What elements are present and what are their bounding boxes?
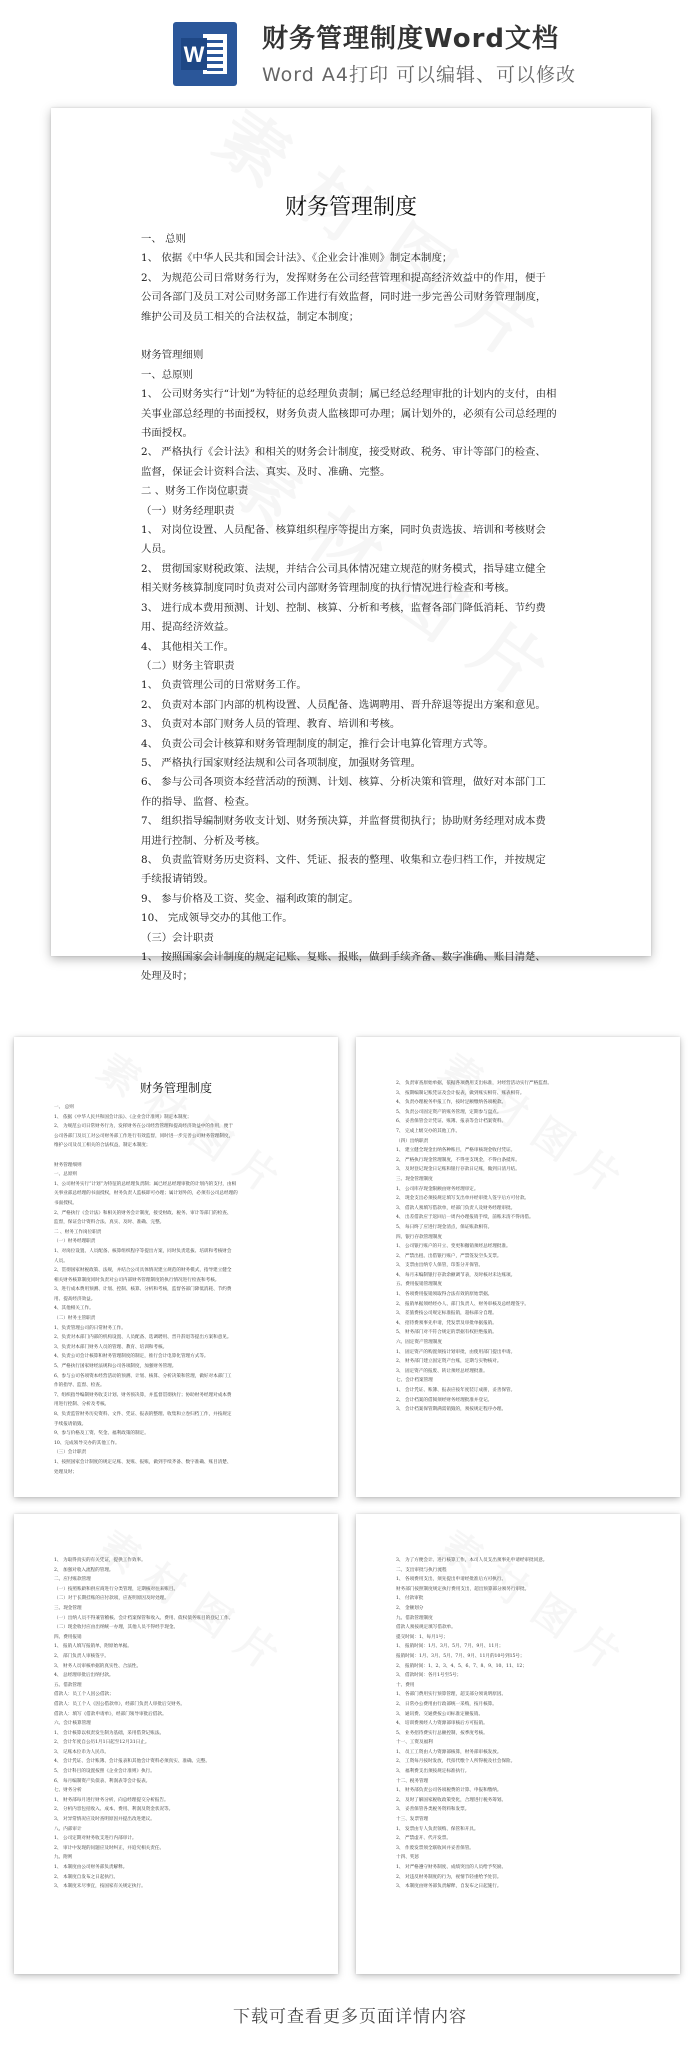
page-thumbnail-2[interactable] bbox=[356, 1037, 680, 1497]
thumbnail-line: 二、应付账款管理 bbox=[54, 1577, 91, 1583]
document-line: 公司各部门及员工对公司财务部工作进行有效监督，同时进一步完善公司财务管理制度， bbox=[141, 291, 547, 304]
thumbnail-line: 3、负责对本部门财务人员的管理、教育、培训和考核。 bbox=[54, 1344, 168, 1350]
page-thumbnail-3[interactable] bbox=[14, 1514, 338, 1974]
svg-text:W: W bbox=[183, 42, 205, 67]
thumbnail-line: 2、 金额划分 bbox=[396, 1605, 424, 1611]
thumbnail-line: 2、 报销单据须经经办人、部门负责人、财务审核及总经理签字。 bbox=[396, 1301, 530, 1307]
thumbnail-line: 7、组织指导编制财务收支计划、财务预决算，并监督贯彻执行；协助财务经理对成本费 bbox=[54, 1392, 232, 1398]
thumbnail-line: （一）出纳人员不得兼管稽核、会计档案保管和收入、费用、债权债务账目的登记工作。 bbox=[54, 1615, 234, 1621]
thumbnail-line: 1、 财务部负责公司各项税费的计算、申报和缴纳。 bbox=[396, 1788, 502, 1794]
document-line: 4、 其他相关工作。 bbox=[141, 640, 235, 653]
thumbnail-line: 2、 负责审查原始单据，依据各项费用支出标准，对经营活动实行严格监督。 bbox=[396, 1081, 552, 1086]
thumbnail-line: 1、按照国家会计制度的规定记账、复账、报账，做到手续齐备、数字准确、账目清楚、 bbox=[54, 1459, 232, 1465]
document-line: 人员。 bbox=[141, 543, 173, 556]
thumbnail-line: 1、 各项费用报销须取得合法有效的原始票据。 bbox=[396, 1292, 493, 1298]
thumbnail-line: 2、 审计中发现的问题应及时纠正，并追究相关责任。 bbox=[54, 1845, 165, 1851]
thumbnail-line: （二）现金收付应由出纳统一办理，其他人员不得经手现金。 bbox=[54, 1625, 179, 1631]
document-line: 二 、财务工作岗位职责 bbox=[141, 485, 249, 498]
thumbnail-line: 4、 负责办理税务申报工作，按时足额缴纳各项税款。 bbox=[396, 1100, 507, 1106]
document-line: 6、 参与公司各项资本经营活动的预测、计划、核算、分析决策和管理，做好对本部门工 bbox=[141, 776, 546, 789]
download-more-link[interactable]: 下载可查看更多页面详情内容 bbox=[233, 2007, 467, 2027]
thumbnail-line: 3、 为了方便会计、进行核算工作，本司人员支出须事先申请经审批同意。 bbox=[396, 1558, 548, 1563]
thumbnail-line: 3、 作废发票须全联收回并妥善保管。 bbox=[396, 1845, 474, 1851]
thumbnail-line: 3、 支票由出纳专人保管，印鉴分开保管。 bbox=[396, 1263, 484, 1269]
page-thumbnail-1[interactable] bbox=[14, 1037, 338, 1497]
thumbnail-line: （三）会计职责 bbox=[54, 1450, 87, 1456]
thumbnail-line: 2、 严禁出租、出借银行账户，严禁签发空头支票。 bbox=[396, 1253, 502, 1259]
thumbnail-body bbox=[54, 1103, 300, 1477]
thumbnail-line bbox=[54, 1151, 300, 1161]
thumbnail-line: （四）出纳职责 bbox=[396, 1138, 429, 1144]
thumbnail-line: 1、 报销人填写报销单，附原始单据。 bbox=[54, 1644, 132, 1650]
thumbnail-line: 4、负责公司会计核算和财务管理制度的制定，推行会计电算化管理方式等。 bbox=[54, 1354, 209, 1360]
header bbox=[0, 0, 700, 92]
thumbnail-line: 2、负责对本部门内部的机构设置、人员配备、选调聘用、晋升辞退等提出方案和意见。 bbox=[54, 1335, 232, 1341]
thumbnail-line: 7、 完成上级交办的其他工作。 bbox=[396, 1128, 461, 1134]
thumbnail-line: 三、现金管理 bbox=[54, 1605, 82, 1611]
word-document-icon bbox=[173, 22, 237, 86]
thumbnail-line: 3、 记账本位币为人民币。 bbox=[54, 1749, 109, 1755]
thumbnail-line: 1、 各部门费用实行预算管理，超支部分须说明原因。 bbox=[396, 1692, 507, 1698]
thumbnail-line: 九、借款管理制度 bbox=[396, 1615, 433, 1621]
thumbnail-line: 九、附则 bbox=[54, 1855, 73, 1861]
thumbnail-line: 4、 会计凭证、会计账簿、会计报表和其他会计资料必须真实、准确、完整。 bbox=[54, 1759, 210, 1765]
document-line: 监督，保证会计资料合法、真实、及时、准确、完整。 bbox=[141, 465, 391, 478]
thumbnail-line: 3、进行成本费用预测、计划、控制、核算、分析和考核，监督各部门降低消耗、节约费 bbox=[54, 1287, 232, 1293]
thumbnail-line: 财务部门按照制度规定执行费用支出，超出预算部分须另行审批。 bbox=[396, 1586, 530, 1592]
document-line: 3、 进行成本费用预测、计划、控制、核算、分析和考核，监督各部门降低消耗、节约费 bbox=[141, 601, 546, 614]
thumbnail-line: 三、现金管理制度 bbox=[396, 1176, 433, 1182]
document-line: 9、 参与价格及工资、奖金、福利政策的制定。 bbox=[141, 892, 359, 905]
thumbnail-line: 人员。 bbox=[54, 1258, 68, 1264]
thumbnail-line: 用、提高经济效益。 bbox=[54, 1296, 96, 1302]
thumbnail-line: （二）财务主管职责 bbox=[54, 1316, 96, 1322]
thumbnail-line: 2、 现金支出必须按规定填写支出单并经审批人签字后方可付款。 bbox=[396, 1196, 530, 1202]
thumbnail-line: 3、 对异常情况应及时查明原因并提出改进建议。 bbox=[54, 1817, 155, 1823]
thumbnail-line: 借款人：员工个人《因公借款单》，经部门负责人审批后交财务。 bbox=[54, 1701, 185, 1707]
thumbnail-line: 3、 按期编制记账凭证及会计报表，做到账实相符、账表相符。 bbox=[396, 1090, 525, 1096]
document-line: 1、 按照国家会计制度的规定记账、复账、报账，做到手续齐备、数字准确、账目清楚、 bbox=[141, 951, 546, 964]
document-line: 相关财务核算制度同时负责对公司内部财务管理制度的执行情况进行检查和考核。 bbox=[141, 582, 516, 595]
thumbnail-line: 十一、工资及福利 bbox=[396, 1740, 433, 1746]
thumbnail-line: 5、严格执行国家财经法规和公司各项制度，加强财务管理。 bbox=[54, 1364, 177, 1370]
document-title: 财务管理制度 bbox=[284, 195, 417, 220]
document-line: 作的指导、监督、检查。 bbox=[141, 795, 256, 808]
thumbnail-line: 十三、发票管理 bbox=[396, 1817, 429, 1823]
document-line: 2、 贯彻国家财税政策、法规，并结合公司具体情况建立规范的财务模式，指导建立健全 bbox=[141, 562, 546, 575]
thumbnail-line: 2、 严格执行现金管理制度，不得坐支现金，不得白条抵库。 bbox=[396, 1157, 520, 1163]
thumbnail-line: 1、对岗位设置、人员配备、核算组织程序等提出方案，同时负责选拔、培训和考核财会 bbox=[54, 1248, 232, 1254]
thumbnail-line: 1、 发票由专人负责领购、保管和开具。 bbox=[396, 1826, 479, 1832]
thumbnail-line: 2、 本制度自发布之日起执行。 bbox=[54, 1874, 119, 1880]
thumbnail-line: 2、 及时了解国家税收政策变化，合理进行税务筹划。 bbox=[396, 1797, 507, 1803]
document-line: 维护公司及员工相关的合法权益，制定本制度； bbox=[141, 310, 360, 323]
thumbnail-line: 处理及时； bbox=[54, 1469, 77, 1475]
thumbnail-line: 6、 每月编制资产负债表、利润表等会计报表。 bbox=[54, 1778, 151, 1784]
thumbnail-body bbox=[396, 1556, 642, 1892]
thumbnail-line: 七、会计档案管理 bbox=[396, 1378, 433, 1384]
thumbnail-line: 六、固定资产管理制度 bbox=[396, 1340, 442, 1346]
document-line: 10、 完成领导交办的其他工作。 bbox=[141, 912, 293, 925]
document-line: 2、 严格执行《会计法》和相关的财务会计制度，接受财政、税务、审计等部门的检查、 bbox=[141, 446, 546, 459]
thumbnail-line: 2、严格执行《会计法》和相关的财务会计制度，接受财政、税务、审计等部门的检查、 bbox=[54, 1210, 232, 1216]
thumbnail-line: 六、会计核算管理 bbox=[54, 1721, 91, 1727]
thumbnail-line: 2、 日常办公费用由行政部统一采购，按月核算。 bbox=[396, 1701, 497, 1707]
thumbnail-line: 1、 依据《中华人民共和国会计法》、《企业会计准则》制定本制度； bbox=[54, 1114, 192, 1120]
thumbnail-line: 四、银行存款管理制度 bbox=[396, 1234, 442, 1240]
thumbnail-line: 二 、财务工作岗位职责 bbox=[54, 1229, 102, 1235]
thumbnail-line: 3、 及时登记现金日记账和银行存款日记账，做到日清月结。 bbox=[396, 1167, 520, 1173]
thumbnail-line: 作的指导、监督、检查。 bbox=[54, 1383, 105, 1389]
document-line: （二）财务主管职责 bbox=[141, 659, 235, 672]
document-line: 2、 为规范公司日常财务行为，发挥财务在公司经营管理和提高经济效益中的作用，便于 bbox=[141, 271, 546, 284]
thumbnail-line: 七、财务分析 bbox=[54, 1788, 82, 1794]
thumbnail-line: 2、 对违反财务制度的行为，视情节轻重给予处罚。 bbox=[396, 1874, 502, 1880]
thumbnail-line: 相关财务核算制度同时负责对公司内部财务管理制度的执行情况进行检查和考核。 bbox=[54, 1277, 220, 1283]
thumbnail-line: 1、 公司库存现金限额由财务经理审定。 bbox=[396, 1186, 479, 1192]
thumbnail-line: 十、费用 bbox=[396, 1682, 415, 1688]
document-line: 3、 负责对本部门财务人员的管理、教育、培训和考核。 bbox=[141, 718, 401, 731]
thumbnail-line: 1、 财务部每月进行财务分析，向总经理提交分析报告。 bbox=[54, 1797, 169, 1803]
document-line: 4、 负责公司会计核算和财务管理制度的制定，推行会计电算化管理方式等。 bbox=[141, 737, 494, 750]
thumbnail-line: 1、 员工工资由人力资源部核算，财务部审核发放。 bbox=[396, 1749, 502, 1755]
document-line: 2、 负责对本部门内部的机构设置、人员配备、选调聘用、晋升辞退等提出方案和意见。 bbox=[141, 698, 546, 711]
thumbnail-line: 5、 负责公司固定资产的账务管理，定期参与盘点。 bbox=[396, 1109, 502, 1115]
document-line: 1、 依据《中华人民共和国会计法》、《企业会计准则》制定本制度； bbox=[141, 252, 453, 265]
thumbnail-line: 1、 公司定期对财务收支进行内部审计。 bbox=[54, 1836, 137, 1842]
document-line: （一）财务经理职责 bbox=[141, 504, 235, 517]
document-line: 7、 组织指导编制财务收支计划、财务预决算，并监督贯彻执行；协助财务经理对成本费 bbox=[141, 815, 546, 828]
thumbnail-body bbox=[396, 1079, 642, 1415]
thumbnail-line: 1、 建立健全现金出纳各种账目，严格审核现金收付凭证。 bbox=[396, 1148, 516, 1154]
thumbnail-line: 3、 借款人须填写借款单，经部门负责人及财务经理审批。 bbox=[396, 1205, 516, 1211]
thumbnail-line: 一、总原则 bbox=[54, 1172, 77, 1178]
thumbnail-line: 五、费用报销管理制度 bbox=[396, 1282, 442, 1288]
thumbnail-line: 2、 报销时间：1、2、3、4、5、6、7、8、9、10、11、12； bbox=[396, 1663, 527, 1669]
thumbnail-line: 3、 固定资产的报废、转让须经总经理批准。 bbox=[396, 1368, 488, 1374]
thumbnail-line: 2、 财务部门建立固定资产台账，定期与实物核对。 bbox=[396, 1359, 502, 1365]
thumbnail-line: 4、 总经理审批后出纳付款。 bbox=[54, 1673, 114, 1679]
thumbnail-line: 用进行控制、分析及考核。 bbox=[54, 1402, 110, 1408]
thumbnail-line: 借款人：填写《借款申请单》，经部门领导审批后借款。 bbox=[54, 1711, 167, 1717]
document-line: 1、 负责管理公司的日常财务工作。 bbox=[141, 679, 307, 692]
thumbnail-line: 4、 每月末编制银行存款余额调节表，及时核对未达账项。 bbox=[396, 1272, 516, 1278]
thumbnail-line: 5、 业务招待费实行总额控制，按季度考核。 bbox=[396, 1730, 488, 1736]
thumbnail-line: 公司各部门及员工对公司财务部工作进行有效监督，同时进一步完善公司财务管理制度， bbox=[54, 1133, 234, 1139]
thumbnail-line: 维护公司及员工相关的合法权益，制定本制度； bbox=[54, 1143, 151, 1149]
thumbnail-line: 3、 借款时间：各月1号至5号； bbox=[396, 1673, 462, 1679]
thumbnail-line: 1、 会计核算以权责发生制为基础，采用借贷记账法。 bbox=[54, 1730, 165, 1736]
thumbnail-line: 4、其他相关工作。 bbox=[54, 1306, 94, 1312]
thumbnail-line: 9、参与价格及工资、奖金、福利政策的制定。 bbox=[54, 1431, 149, 1437]
document-line: 用进行控制、分析及考核。 bbox=[141, 834, 266, 847]
thumbnail-line: 10、完成领导交办的其他工作。 bbox=[54, 1440, 120, 1446]
document-line: 1、 对岗位设置、人员配备、核算组织程序等提出方案，同时负责选拔、培训和考核财会 bbox=[141, 524, 546, 537]
thumbnail-line: 书面授权。 bbox=[54, 1200, 77, 1206]
thumbnail-line: 1、 报销时间：1月、3月、5月、7月、9月、11月； bbox=[396, 1644, 504, 1650]
thumbnail-line: 8、负责监管财务历史资料、文件、凭证、报表的整理、收集和立卷归档工作，并按规定 bbox=[54, 1412, 232, 1417]
thumbnail-line: 5、 每日终了应进行现金清点，保证账款相符。 bbox=[396, 1224, 493, 1230]
thumbnail-line: 一、 总则 bbox=[54, 1105, 74, 1110]
thumbnail-line: 1、 付款审批 bbox=[396, 1596, 424, 1602]
thumbnail-line: 4、 出差借款应于返回后一周内办理报销手续，前账未清不得再借。 bbox=[396, 1215, 534, 1221]
thumbnail-line: 2、 工资每月按时发放，代扣代缴个人所得税及社会保险。 bbox=[396, 1759, 516, 1765]
thumbnail-line: 2、 会计年度自公历1月1日起至12月31日止。 bbox=[54, 1740, 150, 1746]
document-line: 处理及时； bbox=[141, 970, 193, 983]
document-line: 手续报请销毁。 bbox=[141, 873, 214, 886]
thumbnail-line: 3、 财务人员审核单据的真实性、合法性。 bbox=[54, 1663, 142, 1669]
thumbnail-line: 3、 差旅费按公司规定标准报销，超标部分自理。 bbox=[396, 1311, 497, 1317]
thumbnail-line: 6、 妥善保管会计凭证、账簿、报表等会计档案资料。 bbox=[396, 1119, 507, 1125]
thumbnail-line: 1、 会计凭证、账簿、报表应按年度装订成册，妥善保管。 bbox=[396, 1388, 516, 1393]
thumbnail-line: （一）财务经理职责 bbox=[54, 1239, 96, 1245]
thumbnail-line: 5、 财务部门对不符合规定的票据有权拒绝报销。 bbox=[396, 1330, 497, 1336]
thumbnail-line: 2、 加强对收入流程的管理。 bbox=[54, 1567, 114, 1573]
page-thumbnail-4[interactable] bbox=[356, 1514, 680, 1974]
page-title: 财务管理制度Word文档 bbox=[262, 24, 560, 54]
thumbnail-line: 2、 为规范公司日常财务行为，发挥财务在公司经营管理和提高经济效益中的作用，便于 bbox=[54, 1124, 233, 1130]
thumbnail-line: 1、 对严格遵守财务制度、成绩突出的人员给予奖励。 bbox=[396, 1865, 507, 1870]
document-body bbox=[141, 230, 575, 987]
thumbnail-line: 二、支出审批与执行流程 bbox=[396, 1567, 447, 1573]
thumbnail-line: 四、费用报销 bbox=[54, 1634, 82, 1640]
thumbnail-line: 3、 妥善保管各类税务资料和发票。 bbox=[396, 1807, 470, 1813]
thumbnail-line: 2、 会计档案的借阅须经财务经理批准并登记。 bbox=[396, 1397, 493, 1403]
thumbnail-line: 3、 本制度由财务部负责解释，自发布之日起施行。 bbox=[396, 1884, 502, 1890]
thumbnail-body bbox=[54, 1556, 300, 1892]
thumbnail-line: 监督，保证会计资料合法、真实、及时、准确、完整。 bbox=[54, 1220, 165, 1226]
thumbnail-line: 关事业部总经理的书面授权，财务负责人监核即可办理；属计划外的，必须有公司总经理的 bbox=[54, 1191, 238, 1197]
document-line: 书面授权。 bbox=[141, 427, 193, 440]
thumbnail-line: 财务管理细则 bbox=[54, 1162, 82, 1168]
thumbnail-line: 十四、奖惩 bbox=[396, 1855, 419, 1861]
thumbnail-line: 3、 通讯费、交通费按公司标准定额报销。 bbox=[396, 1711, 484, 1717]
thumbnail-line: 3、 会计档案保管期满需销毁的，须按规定程序办理。 bbox=[396, 1407, 507, 1413]
document-line bbox=[141, 327, 575, 346]
thumbnail-line: 借款人须按规定填写借款单。 bbox=[396, 1625, 456, 1631]
thumbnail-line: 1、 固定资产的购置须按计划审批，由使用部门提出申请。 bbox=[396, 1349, 516, 1355]
thumbnail-line: 十二、税务管理 bbox=[396, 1778, 429, 1784]
thumbnail-line: 4、 招待费须事先申请，凭发票及审批单据报销。 bbox=[396, 1320, 497, 1326]
document-page-preview bbox=[51, 108, 651, 983]
thumbnail-line: 借款人：员工个人因公借款； bbox=[54, 1692, 114, 1698]
thumbnail-line: 报销时间：1月、3月、5月、7月、9月、11月的10号到15号； bbox=[396, 1653, 525, 1659]
document-line: 关事业部总经理的书面授权，财务负责人监核即可办理；属计划外的，必须有公司总经理的 bbox=[141, 407, 557, 420]
document-line: 用、提高经济效益。 bbox=[141, 621, 235, 634]
document-line: 一、总原则 bbox=[141, 368, 193, 381]
thumbnail-line: 3、 福利费支出须按规定标准执行。 bbox=[396, 1769, 470, 1775]
thumbnail-line: 1、负责管理公司的日常财务工作。 bbox=[54, 1325, 126, 1331]
thumbnail-line: 五、借款管理 bbox=[54, 1682, 82, 1688]
thumbnail-line: 1、 各项费用支出，须先提出申请经批准后方可执行。 bbox=[396, 1577, 507, 1583]
page-subtitle: Word A4打印 可以编辑、可以修改 bbox=[262, 64, 577, 86]
thumbnail-line: 手续报请销毁。 bbox=[54, 1421, 87, 1427]
thumbnail-line: 1、 公司银行账户的开立、变更和撤销须经总经理批准。 bbox=[396, 1244, 511, 1250]
thumbnail-title: 财务管理制度 bbox=[139, 1081, 212, 1095]
document-line: （三）会计职责 bbox=[141, 931, 214, 944]
thumbnail-line: 4、 培训费须经人力资源部审核后方可报销。 bbox=[396, 1721, 488, 1727]
thumbnail-line: 2、贯彻国家财税政策、法规，并结合公司具体情况建立规范的财务模式，指导建立健全 bbox=[54, 1268, 232, 1274]
document-line: 1、 公司财务实行“计划”为特征的总经理负责制；属已经总经理审批的计划内的支付，由相 bbox=[141, 388, 557, 401]
document-line: 5、 严格执行国家财经法规和公司各项制度，加强财务管理。 bbox=[141, 756, 422, 769]
thumbnail-line: 2、 严禁虚开、代开发票。 bbox=[396, 1836, 451, 1842]
thumbnail-line: （一）按照账龄和供应商进行分类管理，定期核对往来账目。 bbox=[54, 1586, 179, 1592]
document-line: 一、 总则 bbox=[141, 233, 186, 245]
document-line: 8、 负责监管财务历史资料、文件、凭证、报表的整理、收集和立卷归档工作，并按规定 bbox=[141, 853, 546, 866]
thumbnail-line: 提交时间：1、每月1号； bbox=[396, 1634, 448, 1640]
thumbnail-line: （二）对于长期挂账的应付款项，应查明原因及时处理。 bbox=[54, 1596, 169, 1602]
thumbnail-line: 5、 会计科目的设置按照《企业会计准则》执行。 bbox=[54, 1769, 155, 1775]
document-line: 财务管理细则 bbox=[141, 349, 204, 362]
thumbnail-line: 八、内部审计 bbox=[54, 1826, 82, 1832]
thumbnail-line: 1、公司财务实行“计划”为特征的总经理负责制；属已经总经理审批的计划内的支付，由相 bbox=[54, 1181, 237, 1187]
thumbnail-line: 3、 本制度未尽事宜，按国家有关规定执行。 bbox=[54, 1884, 146, 1890]
thumbnail-line: 6、参与公司各项资本经营活动的预测、计划、核算、分析决策和管理，做好对本部门工 bbox=[54, 1373, 232, 1379]
thumbnail-line: 2、 分析内容包括收入、成本、费用、利润及资金状况等。 bbox=[54, 1807, 174, 1813]
thumbnail-line: 2、 部门负责人审核签字。 bbox=[54, 1653, 109, 1659]
thumbnail-line: 1、 为取得真实的有关凭证，提供工作效率。 bbox=[54, 1558, 146, 1563]
thumbnail-line: 1、 本制度由公司财务部负责解释。 bbox=[54, 1865, 128, 1870]
